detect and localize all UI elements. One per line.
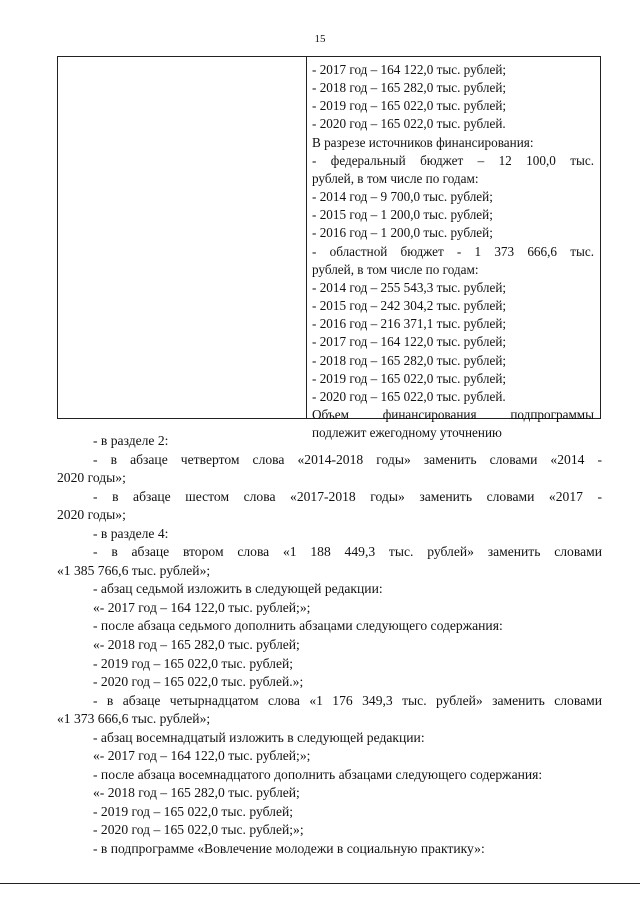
body-text-line: - после абзаца седьмого дополнить абзацами следующего содержания: — [93, 618, 503, 634]
body-text-line: - 2020 год – 165 022,0 тыс. рублей.»; — [93, 674, 304, 690]
table-text-line: - 2019 год – 165 022,0 тыс. рублей; — [312, 370, 507, 386]
table-text-line: - 2019 год – 165 022,0 тыс. рублей; — [312, 98, 507, 114]
table-text-line: - 2017 год – 164 122,0 тыс. рублей; — [312, 62, 507, 77]
body-text-line: - абзац седьмой изложить в следующей редакции: — [93, 581, 383, 597]
table-text-line: - 2015 год – 1 200,0 тыс. рублей; — [312, 207, 493, 223]
body-text-line: - в разделе 2: — [93, 433, 169, 448]
body-text-line: «1 373 666,6 тыс. рублей»; — [57, 711, 211, 727]
table-right-cell — [312, 61, 594, 442]
body-text-line: - 2019 год – 165 022,0 тыс. рублей; — [93, 803, 294, 819]
body-text-line: «- 2017 год – 164 122,0 тыс. рублей;»; — [93, 599, 311, 615]
table-text-line: В разрезе источников финансирования: — [312, 134, 534, 150]
body-text-line: 2020 годы»; — [57, 507, 126, 523]
table-text-line: подлежит ежегодному уточнению — [312, 425, 502, 441]
body-text-line: - в абзаце четвертом слова «2014-2018 годы» заменить словами «2014 - — [93, 451, 602, 467]
body-text-line: - в подпрограмме «Вовлечение молодежи в социальную практику»: — [93, 841, 485, 857]
body-text-line: - 2019 год – 165 022,0 тыс. рублей; — [93, 655, 294, 671]
table-text-line: рублей, в том числе по годам: — [312, 170, 479, 186]
table-text-line: - 2016 год – 1 200,0 тыс. рублей; — [312, 225, 493, 241]
body-text-line: - абзац восемнадцатый изложить в следующей редакции: — [93, 729, 425, 745]
table-text-line: - 2016 год – 216 371,1 тыс. рублей; — [312, 316, 507, 332]
body-text-line: - в абзаце шестом слова «2017-2018 годы» заменить словами «2017 - — [93, 488, 602, 504]
table-text-line: - 2020 год – 165 022,0 тыс. рублей. — [312, 116, 506, 132]
body-text-line: - в абзаце четырнадцатом слова «1 176 349,3 тыс. рублей» заменить словами — [93, 692, 602, 708]
body-text-line: - после абзаца восемнадцатого дополнить абзацами следующего содержания: — [93, 766, 543, 782]
table-text-line: - 2018 год – 165 282,0 тыс. рублей; — [312, 352, 507, 368]
body-text-line: «1 385 766,6 тыс. рублей»; — [57, 562, 211, 578]
table-text-line: - 2014 год – 255 543,3 тыс. рублей; — [312, 279, 507, 295]
table-column-divider — [306, 57, 307, 418]
body-text-line: «- 2017 год – 164 122,0 тыс. рублей;»; — [93, 748, 311, 764]
document-body — [57, 432, 602, 859]
body-text-line: 2020 годы»; — [57, 470, 126, 486]
table-text-line: Объем финансирования подпрограммы — [312, 406, 594, 422]
table-text-line: рублей, в том числе по годам: — [312, 261, 479, 277]
body-text-line: - 2020 год – 165 022,0 тыс. рублей;»; — [93, 822, 304, 838]
table-text-line: - 2014 год – 9 700,0 тыс. рублей; — [312, 189, 493, 205]
body-text-line: - в разделе 4: — [93, 525, 169, 541]
table-text-line: - федеральный бюджет – 12 100,0 тыс. — [312, 152, 594, 168]
table-text-line: - 2020 год – 165 022,0 тыс. рублей. — [312, 388, 506, 404]
body-text-line: «- 2018 год – 165 282,0 тыс. рублей; — [93, 637, 300, 653]
body-text-line: - в абзаце втором слова «1 188 449,3 тыс. рублей» заменить словами — [93, 544, 602, 560]
table-text-line: - областной бюджет - 1 373 666,6 тыс. — [312, 243, 594, 259]
table-text-line: - 2018 год – 165 282,0 тыс. рублей; — [312, 80, 507, 96]
table-text-line: - 2015 год – 242 304,2 тыс. рублей; — [312, 298, 507, 314]
page-number: 15 — [314, 33, 326, 45]
body-text-line: «- 2018 год – 165 282,0 тыс. рублей; — [93, 785, 300, 801]
table-text-line: - 2017 год – 164 122,0 тыс. рублей; — [312, 334, 507, 350]
footer-rule — [0, 883, 640, 884]
